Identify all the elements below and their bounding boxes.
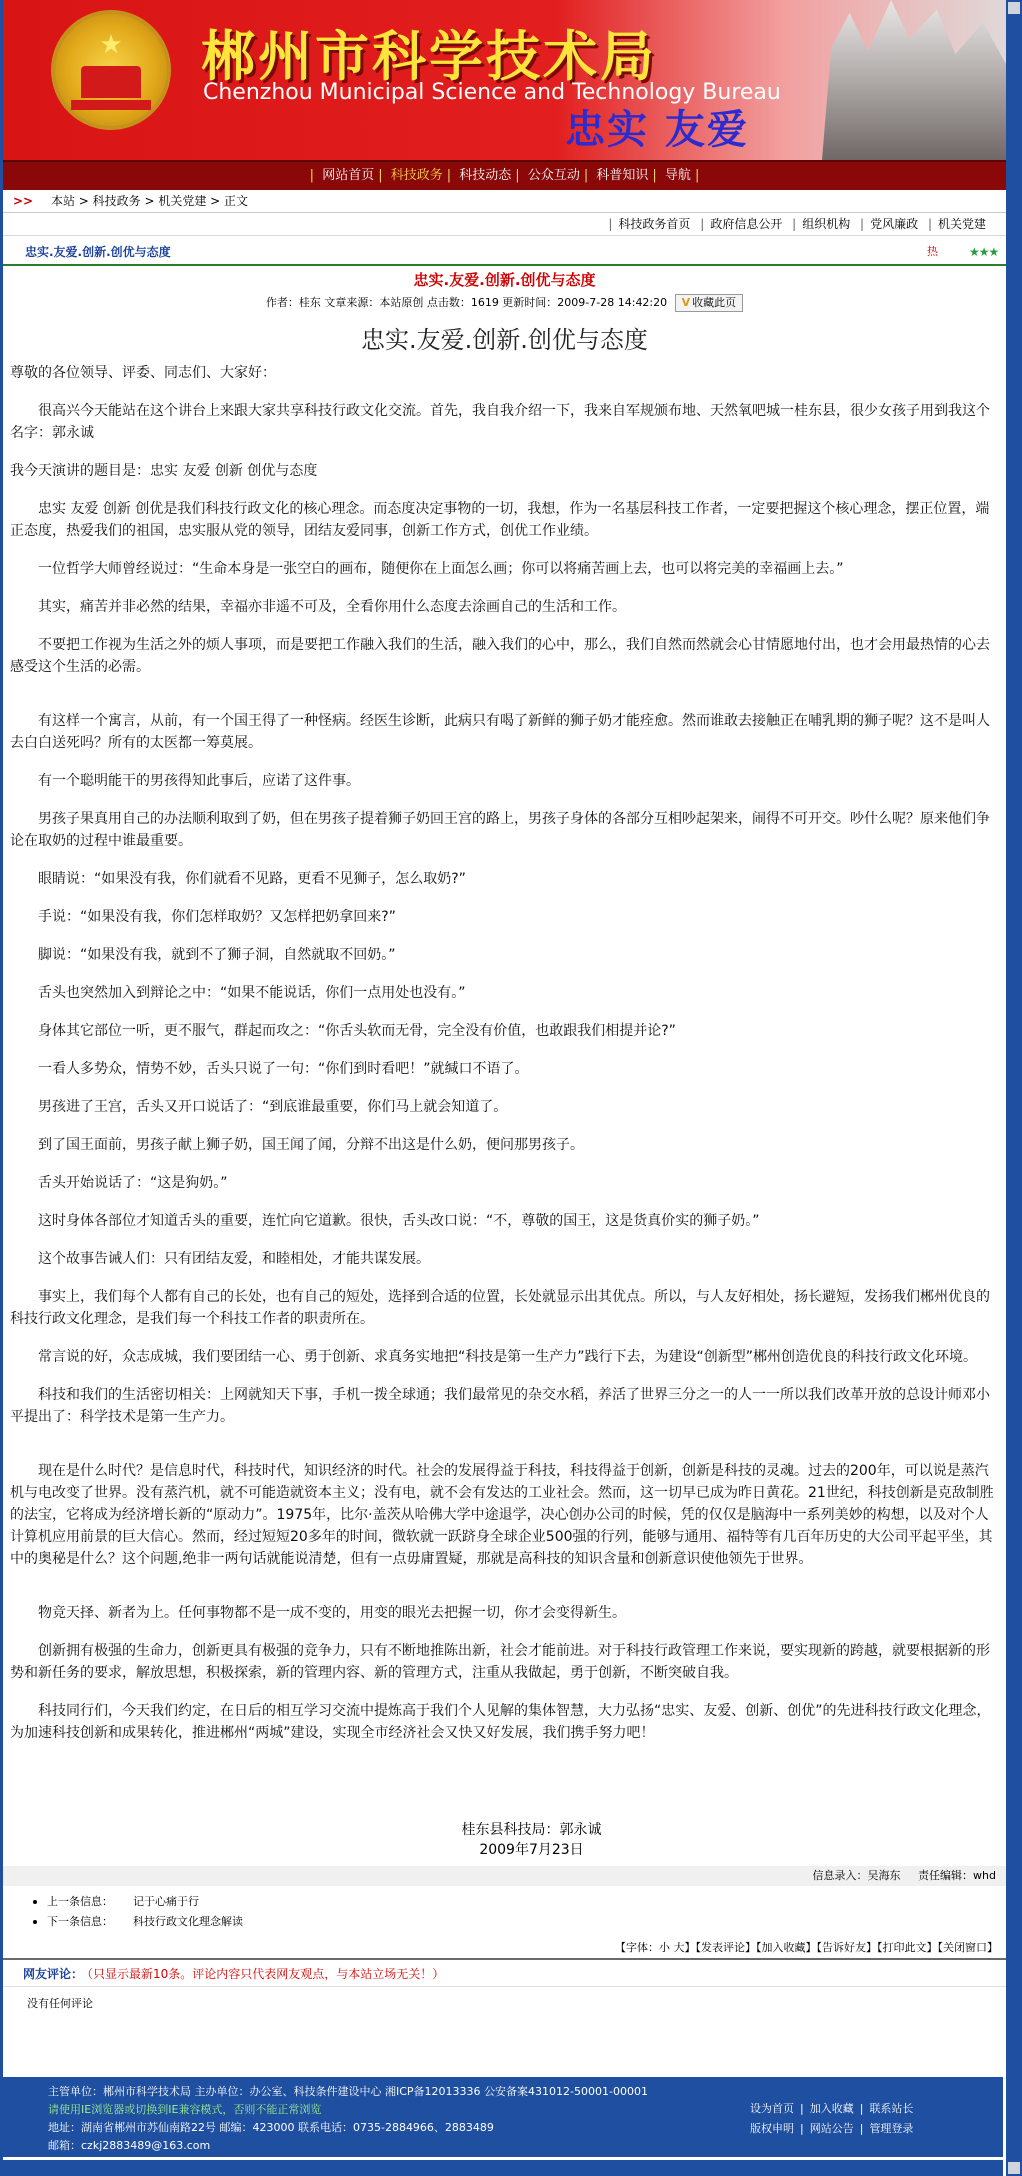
tools-links[interactable]: 【字体：小 大】【发表评论】【加入收藏】【告诉好友】【打印此文】【关闭窗口】 — [615, 1941, 998, 1954]
breadcrumb-site[interactable]: 本站 — [50, 194, 75, 208]
paragraph: 很高兴今天能站在这个讲台上来跟大家共享科技行政文化交流。首先，我自我介绍一下，我来自军规颁布地、天然氧吧城一桂东县，很少女孩子用到我这个名字：郭永诚 — [10, 403, 990, 441]
comments-header — [3, 1962, 1006, 1987]
comments-note: （只显示最新10条。评论内容只代表网友观点，与本站立场无关！） — [87, 1967, 445, 1981]
favorite-label: 收藏此页 — [692, 296, 737, 309]
paragraph: 到了国王面前，男孩子献上狮子奶，国王闻了闻，分辩不出这是什么奶，便问那男孩子。 — [38, 1137, 584, 1153]
top-navigation: | 网站首页 | 科技政务 | 科技动态 | 公众互动 | 科普知识 | 导航 | — [3, 160, 1006, 190]
titlebar-title: 忠实.友爱.创新.创优与态度 — [25, 245, 171, 259]
favorite-icon: V — [681, 296, 691, 309]
signature-author: 桂东县科技局：郭永诚 — [461, 1822, 602, 1838]
paragraph: 创新拥有极强的生命力，创新更具有极强的竞争力，只有不断地推陈出新，社会才能前进。对于科技行政管理工作来说，要实现新的跨越，就要根据新的形势和新任务的要求，解放思想，积极探索，新的管理内容、新的管理方式，注重从我做起，勇于创新，不断突破自我。 — [10, 1643, 990, 1681]
paragraph: 不要把工作视为生活之外的烦人事项，而是要把工作融入我们的生活，融入我们的心中，那么，我们自然而然就会心甘情愿地付出，也才会用最热情的心去感受这个生活的必需。 — [10, 637, 990, 675]
next-link[interactable]: 科技行政文化理念解读 — [133, 1915, 243, 1928]
breadcrumb-party[interactable]: 机关党建 — [158, 194, 207, 208]
footer-line-browser: 请使用IE浏览器或切换到IE兼容模式，否则不能正常浏览 — [48, 2103, 322, 2116]
article-meta-text: 作者：桂东 文章来源：本站原创 点击数：1619 更新时间：2009-7-28 14:42:20 — [265, 296, 668, 309]
subnav-party[interactable]: 机关党建 — [937, 217, 986, 231]
article-red-title: 忠实.友爱.创新.创优与态度 — [413, 271, 596, 289]
paragraph: 事实上，我们每个人都有自己的长处，也有自己的短处，选择到合适的位置，长处就显示出其优点。所以，与人友好相处，扬长避短，发扬我们郴州优良的科技行政文化理念，是我们每一个科技工作者的职责所在。 — [10, 1289, 990, 1327]
main-column — [3, 0, 1006, 2015]
paragraph: 有这样一个寓言，从前，有一个国王得了一种怪病。经医生诊断，此病只有喝了新鲜的狮子奶才能痊愈。然而谁敢去接触正在哺乳期的狮子呢？这不是叫人去白白送死吗？所有的太医都一筹莫展。 — [10, 713, 990, 751]
prev-row — [33, 1892, 1006, 1912]
prev-label: 上一条信息： — [47, 1895, 113, 1908]
scroll-up-arrow-icon[interactable] — [1008, 2, 1020, 14]
next-row — [33, 1912, 1006, 1932]
site-banner — [3, 0, 1006, 160]
paragraph: 常言说的好，众志成城，我们要团结一心、勇于创新、求真务实地把“科技是第一生产力”践行下去，为建设“创新型”郴州创造优良的科技行政文化环境。 — [38, 1349, 978, 1365]
double-arrow-icon: >> — [13, 194, 34, 208]
footer-copyright[interactable]: 版权申明 — [750, 2122, 794, 2135]
footer-admin-login[interactable]: 管理登录 — [869, 2122, 914, 2135]
entry-person: 信息录入：吴海东 — [812, 1869, 901, 1882]
nav-science[interactable]: 科普知识 — [596, 168, 649, 183]
footer-set-home[interactable]: 设为首页 — [750, 2102, 794, 2115]
breadcrumb-affairs[interactable]: 科技政务 — [92, 194, 141, 208]
paragraph: 眼睛说：“如果没有我，你们就看不见路，更看不见狮子，怎么取奶?” — [38, 871, 466, 887]
paragraph: 现在是什么时代？是信息时代，科技时代，知识经济的时代。社会的发展得益于科技，科技得益于创新，创新是科技的灵魂。过去的200年，可以说是蒸汽机与电改变了世界。没有蒸汽机，就不可能造就资本主义；没有电，就不会有发达的工业社会。然而，这一切早已成为昨日黄花。21世纪，科技创新是克敌制胜的法宝，它将成为经济增长新的“原动力”。1975年，比尔·盖茨从哈佛大学中途退学，决心创办公司的时候，凭的仅仅是脑海中一系列美妙的构想，以及对个人计算机应用前景的巨大信心。然而，经过短短20多年的时间，微软就一跃跻身全球企业500强的行列，能够与通用、福特等有几百年历史的大公司平起平坐，其中的奥秘是什么？这个问题,绝非一两句话就能说清楚，但有一点毋庸置疑，那就是高科技的知识含量和创新意识使他领先于世界。 — [10, 1463, 994, 1567]
paragraph: 科技同行们，今天我们约定，在日后的相互学习交流中提炼高于我们个人见解的集体智慧，大力弘扬“忠实、友爱、创新、创优”的先进科技行政文化理念，为加速科技创新和成果转化，推进郴州“两城”建设，实现全市经济社会又快又好发展，我们携手努力吧！ — [10, 1703, 991, 1741]
paragraph: 一位哲学大师曾经说过：“生命本身是一张空白的画布，随便你在上面怎么画；你可以将痛苦画上去，也可以将完美的幸福画上去。” — [38, 561, 844, 577]
subnav-integrity[interactable]: 党风廉政 — [870, 217, 919, 231]
footer-line-email: 邮箱：czkj2883489@163.com — [48, 2139, 211, 2152]
paragraph: 科技和我们的生活密切相关：上网就知天下事，手机一拨全球通；我们最常见的杂交水稻，养活了世界三分之一的人一一所以我们改革开放的总设计师邓小平提出了：科学技术是第一生产力。 — [10, 1387, 990, 1425]
site-footer — [0, 2077, 1003, 2157]
paragraph: 有一个聪明能干的男孩得知此事后，应诺了这件事。 — [38, 773, 360, 789]
horizontal-scrollbar[interactable] — [0, 2160, 1003, 2176]
subnav-organization[interactable]: 组织机构 — [802, 217, 851, 231]
paragraph: 我今天演讲的题目是：忠实 友爱 创新 创优与态度 — [10, 463, 318, 479]
rating-stars-icon: ★★★ — [969, 245, 999, 259]
comments-empty: 没有任何评论 — [27, 1997, 93, 2010]
paragraph: 男孩进了王宫，舌头又开口说话了：“到底谁最重要，你们马上就会知道了。 — [38, 1099, 508, 1115]
paragraph: 舌头也突然加入到辩论之中：“如果不能说话，你们一点用处也没有。” — [38, 985, 466, 1001]
paragraph: 这时身体各部位才知道舌头的重要，连忙向它道歉。很快，舌头改口说：“不，尊敬的国王，这是货真价实的狮子奶。” — [38, 1213, 760, 1229]
scroll-down-arrow-icon[interactable] — [1008, 2162, 1020, 2174]
national-emblem-icon: ★ — [51, 10, 171, 130]
footer-info — [48, 2083, 648, 2155]
paragraph: 物竞天择、新者为上。任何事物都不是一成不变的，用变的眼光去把握一切，你才会变得新生。 — [38, 1605, 626, 1621]
site-slogan: 忠实 友爱 — [565, 107, 749, 153]
footer-contact[interactable]: 联系站长 — [869, 2102, 914, 2115]
signature — [3, 1820, 1006, 1860]
paragraph: 脚说：“如果没有我，就到不了狮子洞，自然就取不回奶。” — [38, 947, 396, 963]
prev-link[interactable]: 记于心痛于行 — [133, 1895, 199, 1908]
article-titlebar — [3, 240, 1006, 266]
nav-affairs[interactable]: 科技政务 — [390, 168, 443, 183]
comments-title: 网友评论： — [23, 1967, 84, 1981]
statue-image — [776, 0, 1006, 160]
paragraph: 身体其它部位一听，更不服气，群起而攻之：“你舌头软而无骨，完全没有价值，也敢跟我们相提并论?” — [38, 1023, 676, 1039]
paragraph: 男孩子果真用自己的办法顺利取到了奶，但在男孩子提着狮子奶回王宫的路上，男孩子身体的各部分互相吵起架来，闹得不可开交。吵什么呢？原来他们争论在取奶的过程中谁最重要。 — [10, 811, 990, 849]
article-tools — [3, 1938, 1006, 1960]
prev-next-links — [3, 1886, 1006, 1932]
bullet-icon — [33, 1900, 37, 1904]
scrollbar[interactable] — [1006, 0, 1022, 2176]
nav-guide[interactable]: 导航 — [664, 168, 691, 183]
paragraph: 一看人多势众，情势不妙，舌头只说了一句：“你们到时看吧！”就缄口不语了。 — [38, 1061, 529, 1077]
footer-links: 设为首页 | 加入收藏 | 联系站长 版权申明 | 网站公告 | 管理登录 — [750, 2102, 914, 2135]
sub-navigation: | 科技政务首页 | 政府信息公开 | 组织机构 | 党风廉政 | 机关党建 — [3, 213, 1006, 236]
nav-news[interactable]: 科技动态 — [459, 168, 512, 183]
paragraph: 手说：“如果没有我，你们怎样取奶？又怎样把奶拿回来?” — [38, 909, 396, 925]
nav-home[interactable]: 网站首页 — [322, 168, 375, 183]
subnav-affairs-home[interactable]: 科技政务首页 — [618, 217, 691, 231]
paragraph: 这个故事告诫人们：只有团结友爱，和睦相处，才能共谋发展。 — [38, 1251, 430, 1267]
footer-notice[interactable]: 网站公告 — [809, 2122, 854, 2135]
breadcrumb-current: 正文 — [224, 194, 249, 208]
paragraph: 其实，痛苦并非必然的结果，幸福亦非遥不可及，全看你用什么态度去涂画自己的生活和工作。 — [38, 599, 626, 615]
paragraph: 舌头开始说话了：“这是狗奶。” — [38, 1175, 228, 1191]
article-title: 忠实.友爱.创新.创优与态度 — [361, 326, 648, 354]
article-body — [3, 362, 1006, 1744]
footer-line-address: 地址：湖南省郴州市苏仙南路22号 邮编：423000 联系电话：0735-2884966、2883489 — [48, 2121, 494, 2134]
hot-badge: 热 — [927, 245, 938, 258]
paragraph: 忠实 友爱 创新 创优是我们科技行政文化的核心理念。而态度决定事物的一切，我想，作为一名基层科技工作者，一定要把握这个核心理念，摆正位置，端正态度，热爱我们的祖国，忠实服从党的领导，团结友爱同事，创新工作方式，创优工作业绩。 — [10, 501, 990, 539]
favorite-button[interactable] — [675, 294, 744, 312]
paragraph: 尊敬的各位领导、评委、同志们、大家好： — [10, 365, 276, 381]
next-label: 下一条信息： — [47, 1915, 113, 1928]
editor-info — [3, 1866, 1006, 1886]
article-meta — [3, 292, 1006, 314]
nav-public[interactable]: 公众互动 — [527, 168, 580, 183]
bullet-icon — [33, 1920, 37, 1924]
site-title-cn: 郴州市科学技术局 — [201, 25, 657, 88]
site-title-en: Chenzhou Municipal Science and Technology Bureau — [203, 80, 781, 105]
breadcrumb: >> 本站 > 科技政务 > 机关党建 > 正文 — [3, 190, 1006, 213]
responsible-editor: 责任编辑：whd — [918, 1869, 996, 1882]
footer-line-sponsor: 主管单位：郴州市科学技术局 主办单位：办公室、科技条件建设中心 湘ICP备12013336 公安备案431012-50001-00001 — [48, 2085, 648, 2098]
footer-add-fav[interactable]: 加入收藏 — [809, 2102, 854, 2115]
signature-date: 2009年7月23日 — [479, 1842, 584, 1858]
subnav-info-open[interactable]: 政府信息公开 — [710, 217, 783, 231]
